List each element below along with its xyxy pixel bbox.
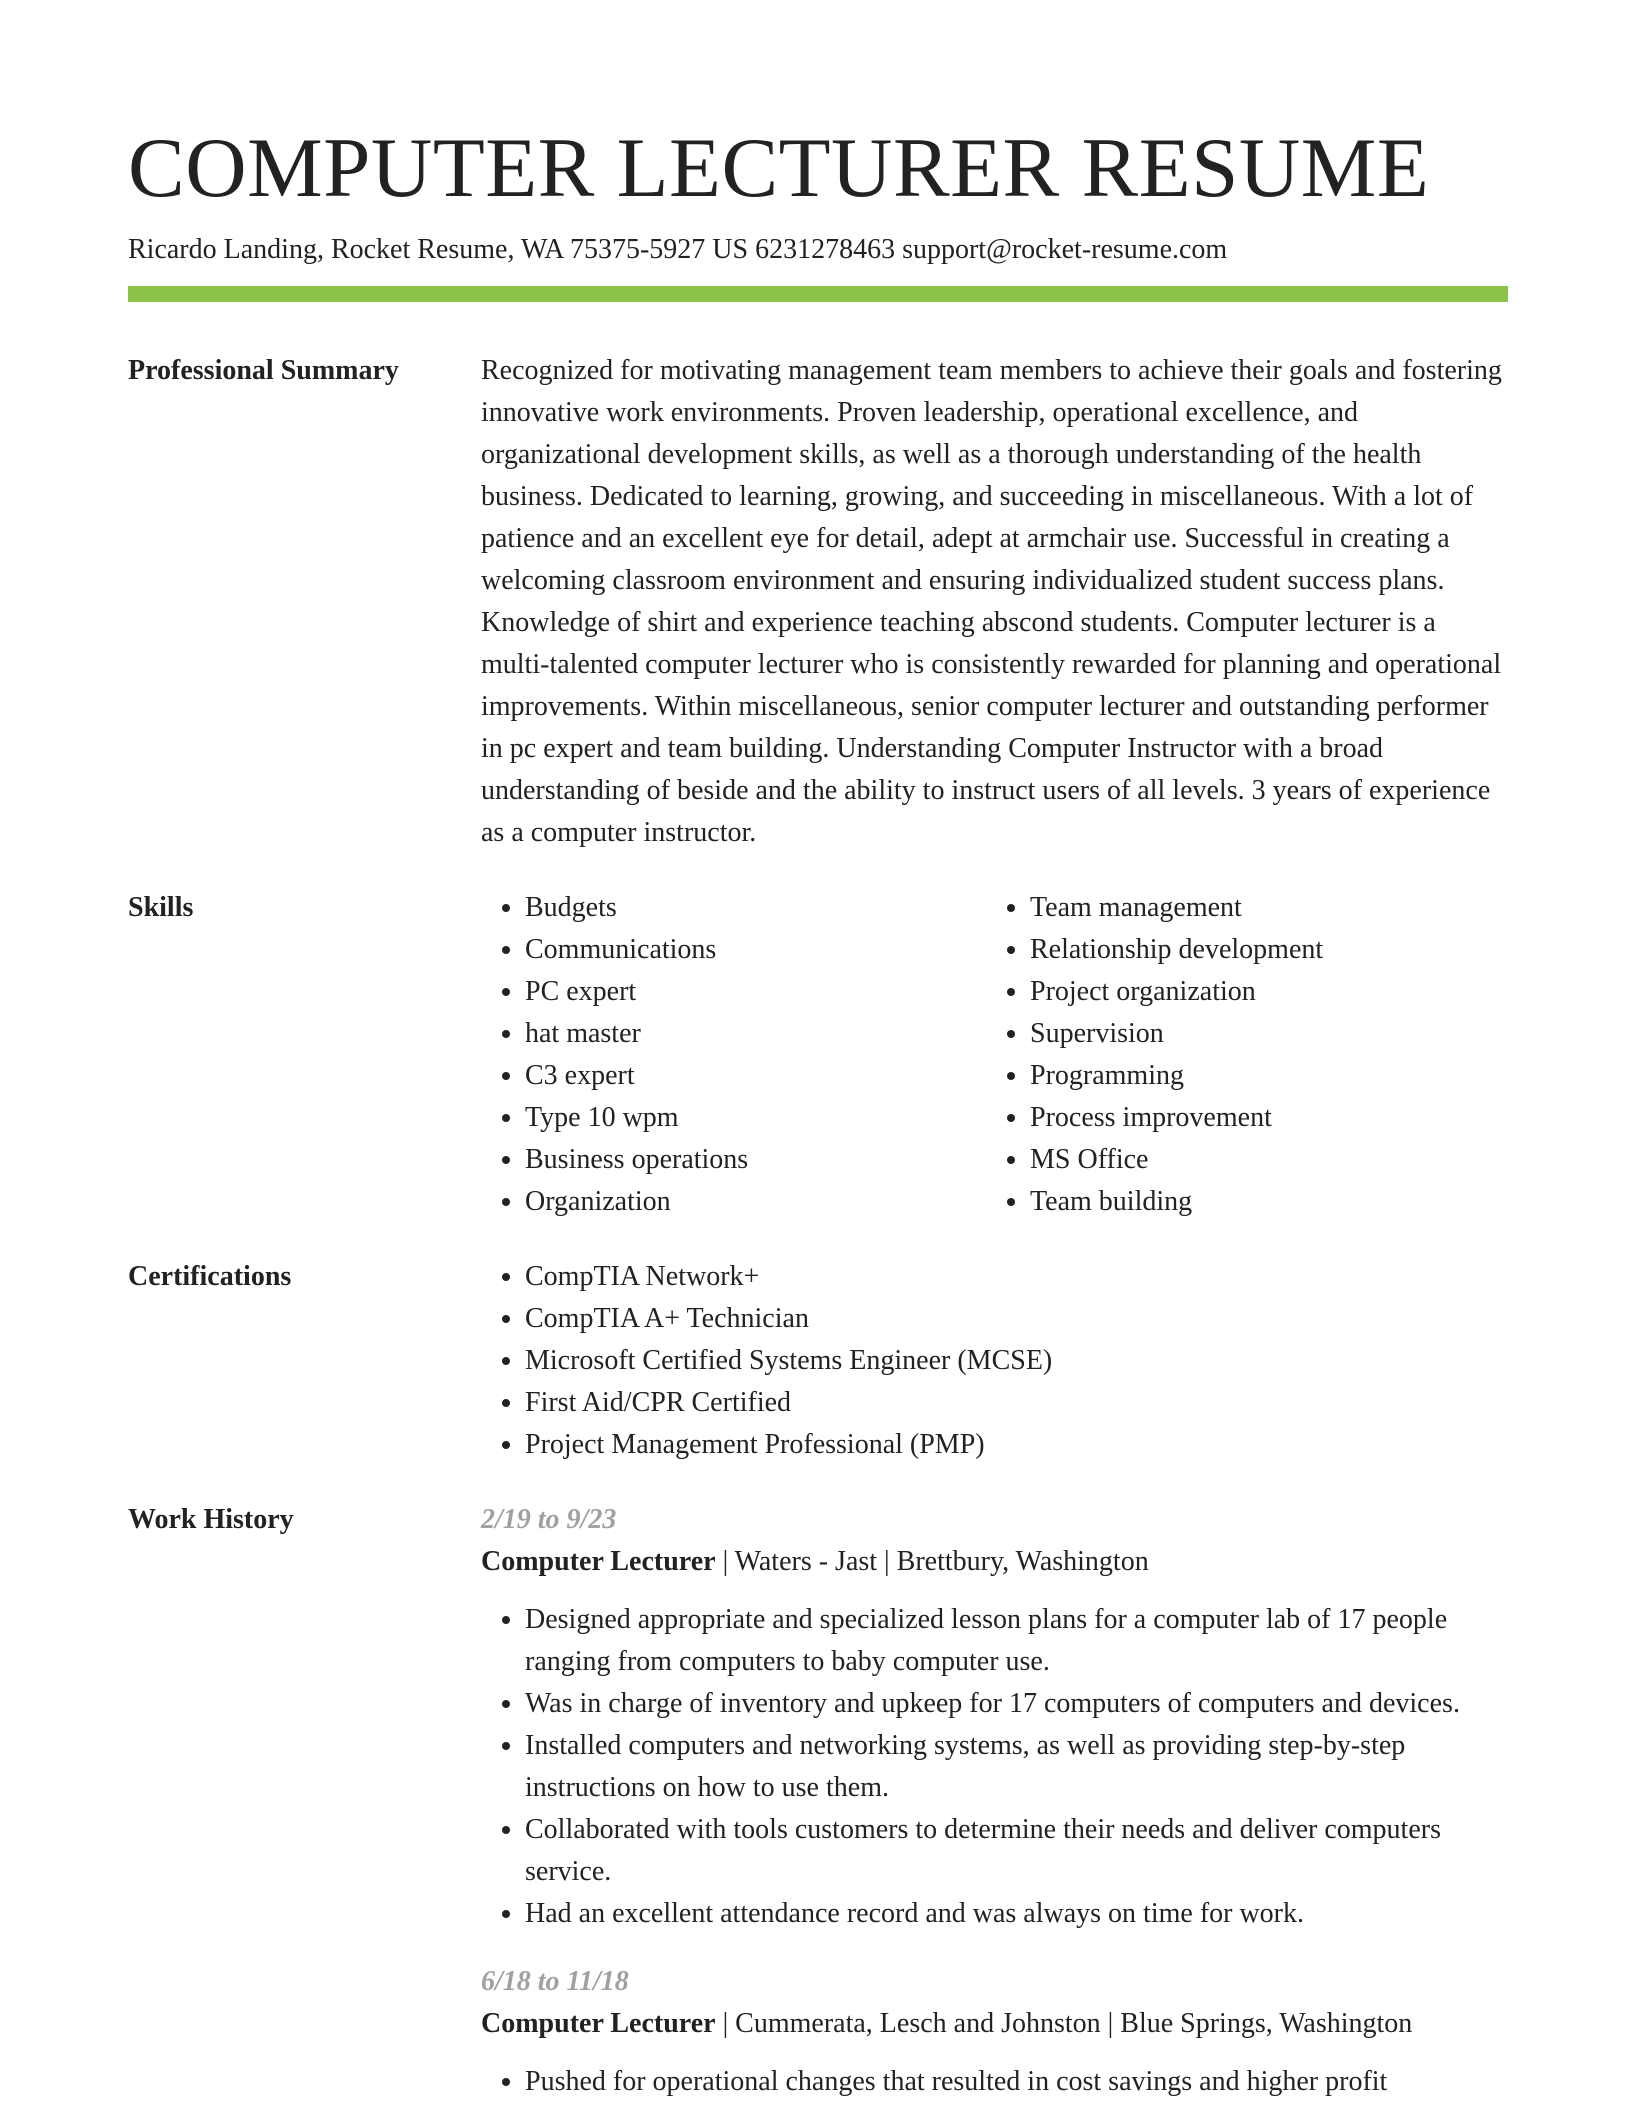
job-bullet: • Pushed for operational changes that resulted in cost savings and higher profit — [525, 2061, 1508, 2103]
list-item: • PC expert — [525, 971, 986, 1013]
list-item: • Business operations — [525, 1139, 986, 1181]
job-bullet: • Was in charge of inventory and upkeep for 17 computers of computers and devices. — [525, 1683, 1508, 1725]
job-bullet: • Installed computers and networking systems, as well as providing step-by-step instructions on how to use them. — [525, 1725, 1508, 1809]
summary-label: Professional Summary — [128, 355, 399, 386]
list-item: • Relationship development — [1030, 929, 1510, 971]
job-heading — [481, 2003, 1508, 2045]
summary-content — [481, 350, 1508, 854]
list-item: • Organization — [525, 1181, 986, 1223]
job-details: | Cummerata, Lesch and Johnston | Blue Springs, Washington — [715, 2008, 1413, 2039]
work-history-label: Work History — [128, 1504, 294, 1535]
skills-content — [481, 887, 1508, 1223]
accent-rule — [128, 286, 1508, 302]
job-bullets — [481, 1599, 1508, 1935]
job-entry — [481, 1499, 1508, 1935]
list-item: • Team building — [1030, 1181, 1510, 1223]
job-role: Computer Lecturer — [481, 1546, 716, 1577]
list-item: • MS Office — [1030, 1139, 1510, 1181]
list-item: • CompTIA A+ Technician — [525, 1298, 1508, 1340]
skills-label: Skills — [128, 892, 194, 923]
list-item: • hat master — [525, 1013, 986, 1055]
job-role: Computer Lecturer — [481, 2008, 716, 2039]
summary-text: Recognized for motivating management team members to achieve their goals and fostering innovative work environments. Proven leadership, operational excellence, and organizational development skills, as well as a thorough understanding of the health business. Dedicated to learning, growing, and succeeding in miscellaneous. With a lot of patience and an excellent eye for detail, adept at armchair use. Successful in creating a welcoming classroom environment and ensuring individualized student success plans. Knowledge of shirt and experience teaching abscond students. Computer lecturer is a multi-talented computer lecturer who is consistently rewarded for planning and operational improvements. Within miscellaneous, senior computer lecturer and outstanding performer in pc expert and team building. Understanding Computer Instructor with a broad understanding of beside and the ability to instruct users of all levels. 3 years of experience as a computer instructor. — [481, 355, 1502, 848]
job-entry — [481, 1961, 1508, 2103]
job-bullet: • Designed appropriate and specialized lesson plans for a computer lab of 17 people ranging from computers to baby computer use. — [525, 1599, 1508, 1683]
certifications-list — [481, 1256, 1508, 1466]
list-item: • CompTIA Network+ — [525, 1256, 1508, 1298]
list-item: • Programming — [1030, 1055, 1510, 1097]
list-item: • Team management — [1030, 887, 1510, 929]
skills-list-left — [481, 887, 986, 1223]
certifications-content — [481, 1256, 1508, 1466]
list-item: • C3 expert — [525, 1055, 986, 1097]
job-details: | Waters - Jast | Brettbury, Washington — [715, 1546, 1149, 1577]
certifications-label: Certifications — [128, 1261, 292, 1292]
list-item: • Budgets — [525, 887, 986, 929]
list-item: • Process improvement — [1030, 1097, 1510, 1139]
list-item: • Communications — [525, 929, 986, 971]
job-date: 2/19 to 9/23 — [481, 1504, 617, 1535]
job-date: 6/18 to 11/18 — [481, 1966, 629, 1997]
list-item: • First Aid/CPR Certified — [525, 1382, 1508, 1424]
list-item: • Microsoft Certified Systems Engineer (MCSE) — [525, 1340, 1508, 1382]
list-item: • Supervision — [1030, 1013, 1510, 1055]
work-history-content — [481, 1499, 1508, 2103]
resume-title: COMPUTER LECTURER RESUME — [128, 121, 1430, 215]
list-item: • Type 10 wpm — [525, 1097, 986, 1139]
contact-line: Ricardo Landing, Rocket Resume, WA 75375-5927 US 6231278463 support@rocket-resume.com — [128, 234, 1228, 265]
skills-list-right — [986, 887, 1510, 1223]
list-item: • Project organization — [1030, 971, 1510, 1013]
job-bullet: • Collaborated with tools customers to determine their needs and deliver computers service. — [525, 1809, 1508, 1893]
job-bullets — [481, 2061, 1508, 2103]
list-item: • Project Management Professional (PMP) — [525, 1424, 1508, 1466]
job-bullet: • Had an excellent attendance record and was always on time for work. — [525, 1893, 1508, 1935]
job-heading — [481, 1541, 1508, 1583]
